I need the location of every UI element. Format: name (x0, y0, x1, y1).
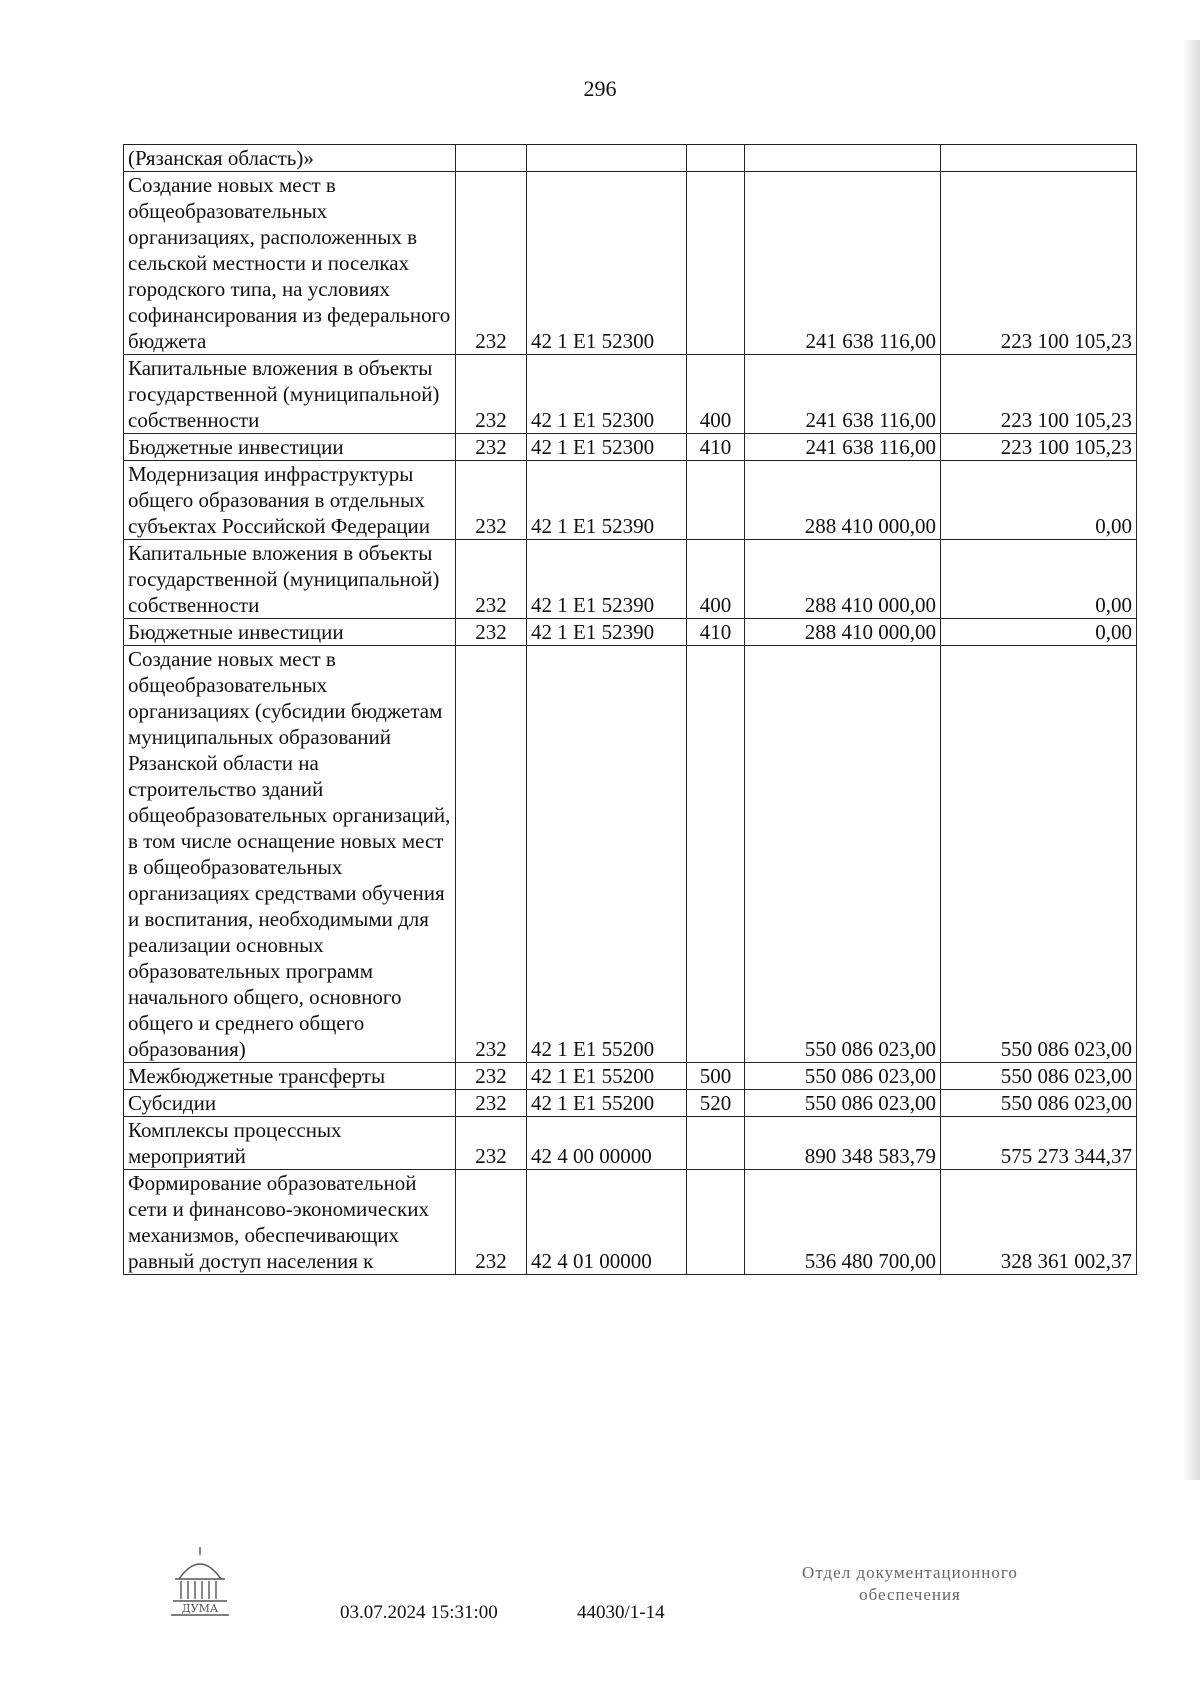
cell-sum-2: 0,00 (941, 619, 1137, 646)
cell-csr: 42 4 01 00000 (527, 1170, 687, 1275)
cell-ved: 232 (456, 1170, 527, 1275)
cell-name: Межбюджетные трансферты (124, 1063, 456, 1090)
cell-vr (687, 145, 745, 172)
cell-vr (687, 1117, 745, 1170)
stamp-line-2: обеспечения (859, 1585, 961, 1604)
cell-ved (456, 145, 527, 172)
cell-sum-1: 241 638 116,00 (745, 434, 941, 461)
table-row (124, 646, 1137, 1063)
cell-name: Субсидии (124, 1090, 456, 1117)
cell-sum-1: 288 410 000,00 (745, 619, 941, 646)
duma-building-logo-icon (165, 1545, 235, 1617)
budget-table (123, 144, 1137, 1275)
page-number: 296 (583, 76, 617, 101)
cell-sum-1: 241 638 116,00 (745, 172, 941, 355)
cell-sum-1: 550 086 023,00 (745, 646, 941, 1063)
table-row (124, 461, 1137, 540)
cell-ved: 232 (456, 540, 527, 619)
cell-sum-1: 241 638 116,00 (745, 355, 941, 434)
cell-sum-1: 536 480 700,00 (745, 1170, 941, 1275)
cell-ved: 232 (456, 355, 527, 434)
cell-sum-2: 550 086 023,00 (941, 646, 1137, 1063)
cell-sum-2: 550 086 023,00 (941, 1063, 1137, 1090)
table-row (124, 1090, 1137, 1117)
cell-csr: 42 1 Е1 55200 (527, 1063, 687, 1090)
cell-vr: 400 (687, 355, 745, 434)
cell-name: Модернизация инфраструктуры общего образования в отдельных субъектах Российской Федерации (124, 461, 456, 540)
cell-sum-1: 550 086 023,00 (745, 1063, 941, 1090)
document-date: 03.07.2024 15:31:00 (340, 1602, 498, 1623)
cell-sum-2: 550 086 023,00 (941, 1090, 1137, 1117)
cell-ved: 232 (456, 1117, 527, 1170)
cell-csr (527, 145, 687, 172)
cell-sum-2: 223 100 105,23 (941, 434, 1137, 461)
cell-vr: 520 (687, 1090, 745, 1117)
cell-ved: 232 (456, 1063, 527, 1090)
cell-csr: 42 1 Е1 52390 (527, 540, 687, 619)
cell-csr: 42 1 Е1 52300 (527, 434, 687, 461)
cell-sum-2: 0,00 (941, 540, 1137, 619)
logo-text: ДУМА (181, 1602, 219, 1615)
table-row (124, 145, 1137, 172)
cell-sum-1: 288 410 000,00 (745, 461, 941, 540)
cell-csr: 42 1 Е1 52390 (527, 619, 687, 646)
cell-csr: 42 1 Е1 55200 (527, 1090, 687, 1117)
cell-name: Создание новых мест в общеобразовательных организациях (субсидии бюджетам муниципальных образований Рязанской области на строительство зданий общеобразовательных организаций, в том числе оснащение новых мест в общеобразовательных организациях средствами обучения и воспитания, необходимыми для реализации основных образовательных программ начального общего, основного общего и среднего общего образования) (124, 646, 456, 1063)
budget-table-body (124, 145, 1137, 1275)
cell-csr: 42 1 Е1 52300 (527, 172, 687, 355)
cell-sum-1: 288 410 000,00 (745, 540, 941, 619)
cell-sum-1 (745, 145, 941, 172)
department-stamp (760, 1562, 1060, 1606)
cell-ved: 232 (456, 434, 527, 461)
cell-name: Комплексы процессных мероприятий (124, 1117, 456, 1170)
table-row (124, 1063, 1137, 1090)
cell-vr: 410 (687, 434, 745, 461)
stamp-line-1: Отдел документационного (802, 1563, 1018, 1582)
cell-sum-2 (941, 145, 1137, 172)
cell-csr: 42 4 00 00000 (527, 1117, 687, 1170)
cell-sum-2: 328 361 002,37 (941, 1170, 1137, 1275)
registration-number: 44030/1-14 (577, 1602, 665, 1623)
cell-vr: 500 (687, 1063, 745, 1090)
cell-sum-1: 550 086 023,00 (745, 1090, 941, 1117)
cell-name: Капитальные вложения в объекты государственной (муниципальной) собственности (124, 540, 456, 619)
cell-name: Бюджетные инвестиции (124, 619, 456, 646)
cell-vr (687, 646, 745, 1063)
cell-name: Бюджетные инвестиции (124, 434, 456, 461)
cell-sum-2: 223 100 105,23 (941, 172, 1137, 355)
cell-vr (687, 1170, 745, 1275)
cell-csr: 42 1 Е1 52390 (527, 461, 687, 540)
cell-sum-2: 223 100 105,23 (941, 355, 1137, 434)
table-row (124, 619, 1137, 646)
cell-ved: 232 (456, 1090, 527, 1117)
cell-vr (687, 461, 745, 540)
cell-name: Капитальные вложения в объекты государственной (муниципальной) собственности (124, 355, 456, 434)
table-row (124, 434, 1137, 461)
cell-ved: 232 (456, 172, 527, 355)
scan-edge (1182, 40, 1200, 1480)
cell-name: Формирование образовательной сети и финансово-экономических механизмов, обеспечивающих равный доступ населения к (124, 1170, 456, 1275)
cell-sum-2: 0,00 (941, 461, 1137, 540)
cell-vr: 400 (687, 540, 745, 619)
cell-vr (687, 172, 745, 355)
cell-sum-1: 890 348 583,79 (745, 1117, 941, 1170)
table-row (124, 540, 1137, 619)
cell-csr: 42 1 Е1 52300 (527, 355, 687, 434)
cell-sum-2: 575 273 344,37 (941, 1117, 1137, 1170)
table-row (124, 1117, 1137, 1170)
cell-name: Создание новых мест в общеобразовательных организациях, расположенных в сельской местности и поселках городского типа, на условиях софинансирования из федерального бюджета (124, 172, 456, 355)
cell-name: (Рязанская область)» (124, 145, 456, 172)
table-row (124, 1170, 1137, 1275)
cell-ved: 232 (456, 619, 527, 646)
cell-vr: 410 (687, 619, 745, 646)
cell-ved: 232 (456, 461, 527, 540)
cell-ved: 232 (456, 646, 527, 1063)
table-row (124, 172, 1137, 355)
cell-csr: 42 1 Е1 55200 (527, 646, 687, 1063)
table-row (124, 355, 1137, 434)
